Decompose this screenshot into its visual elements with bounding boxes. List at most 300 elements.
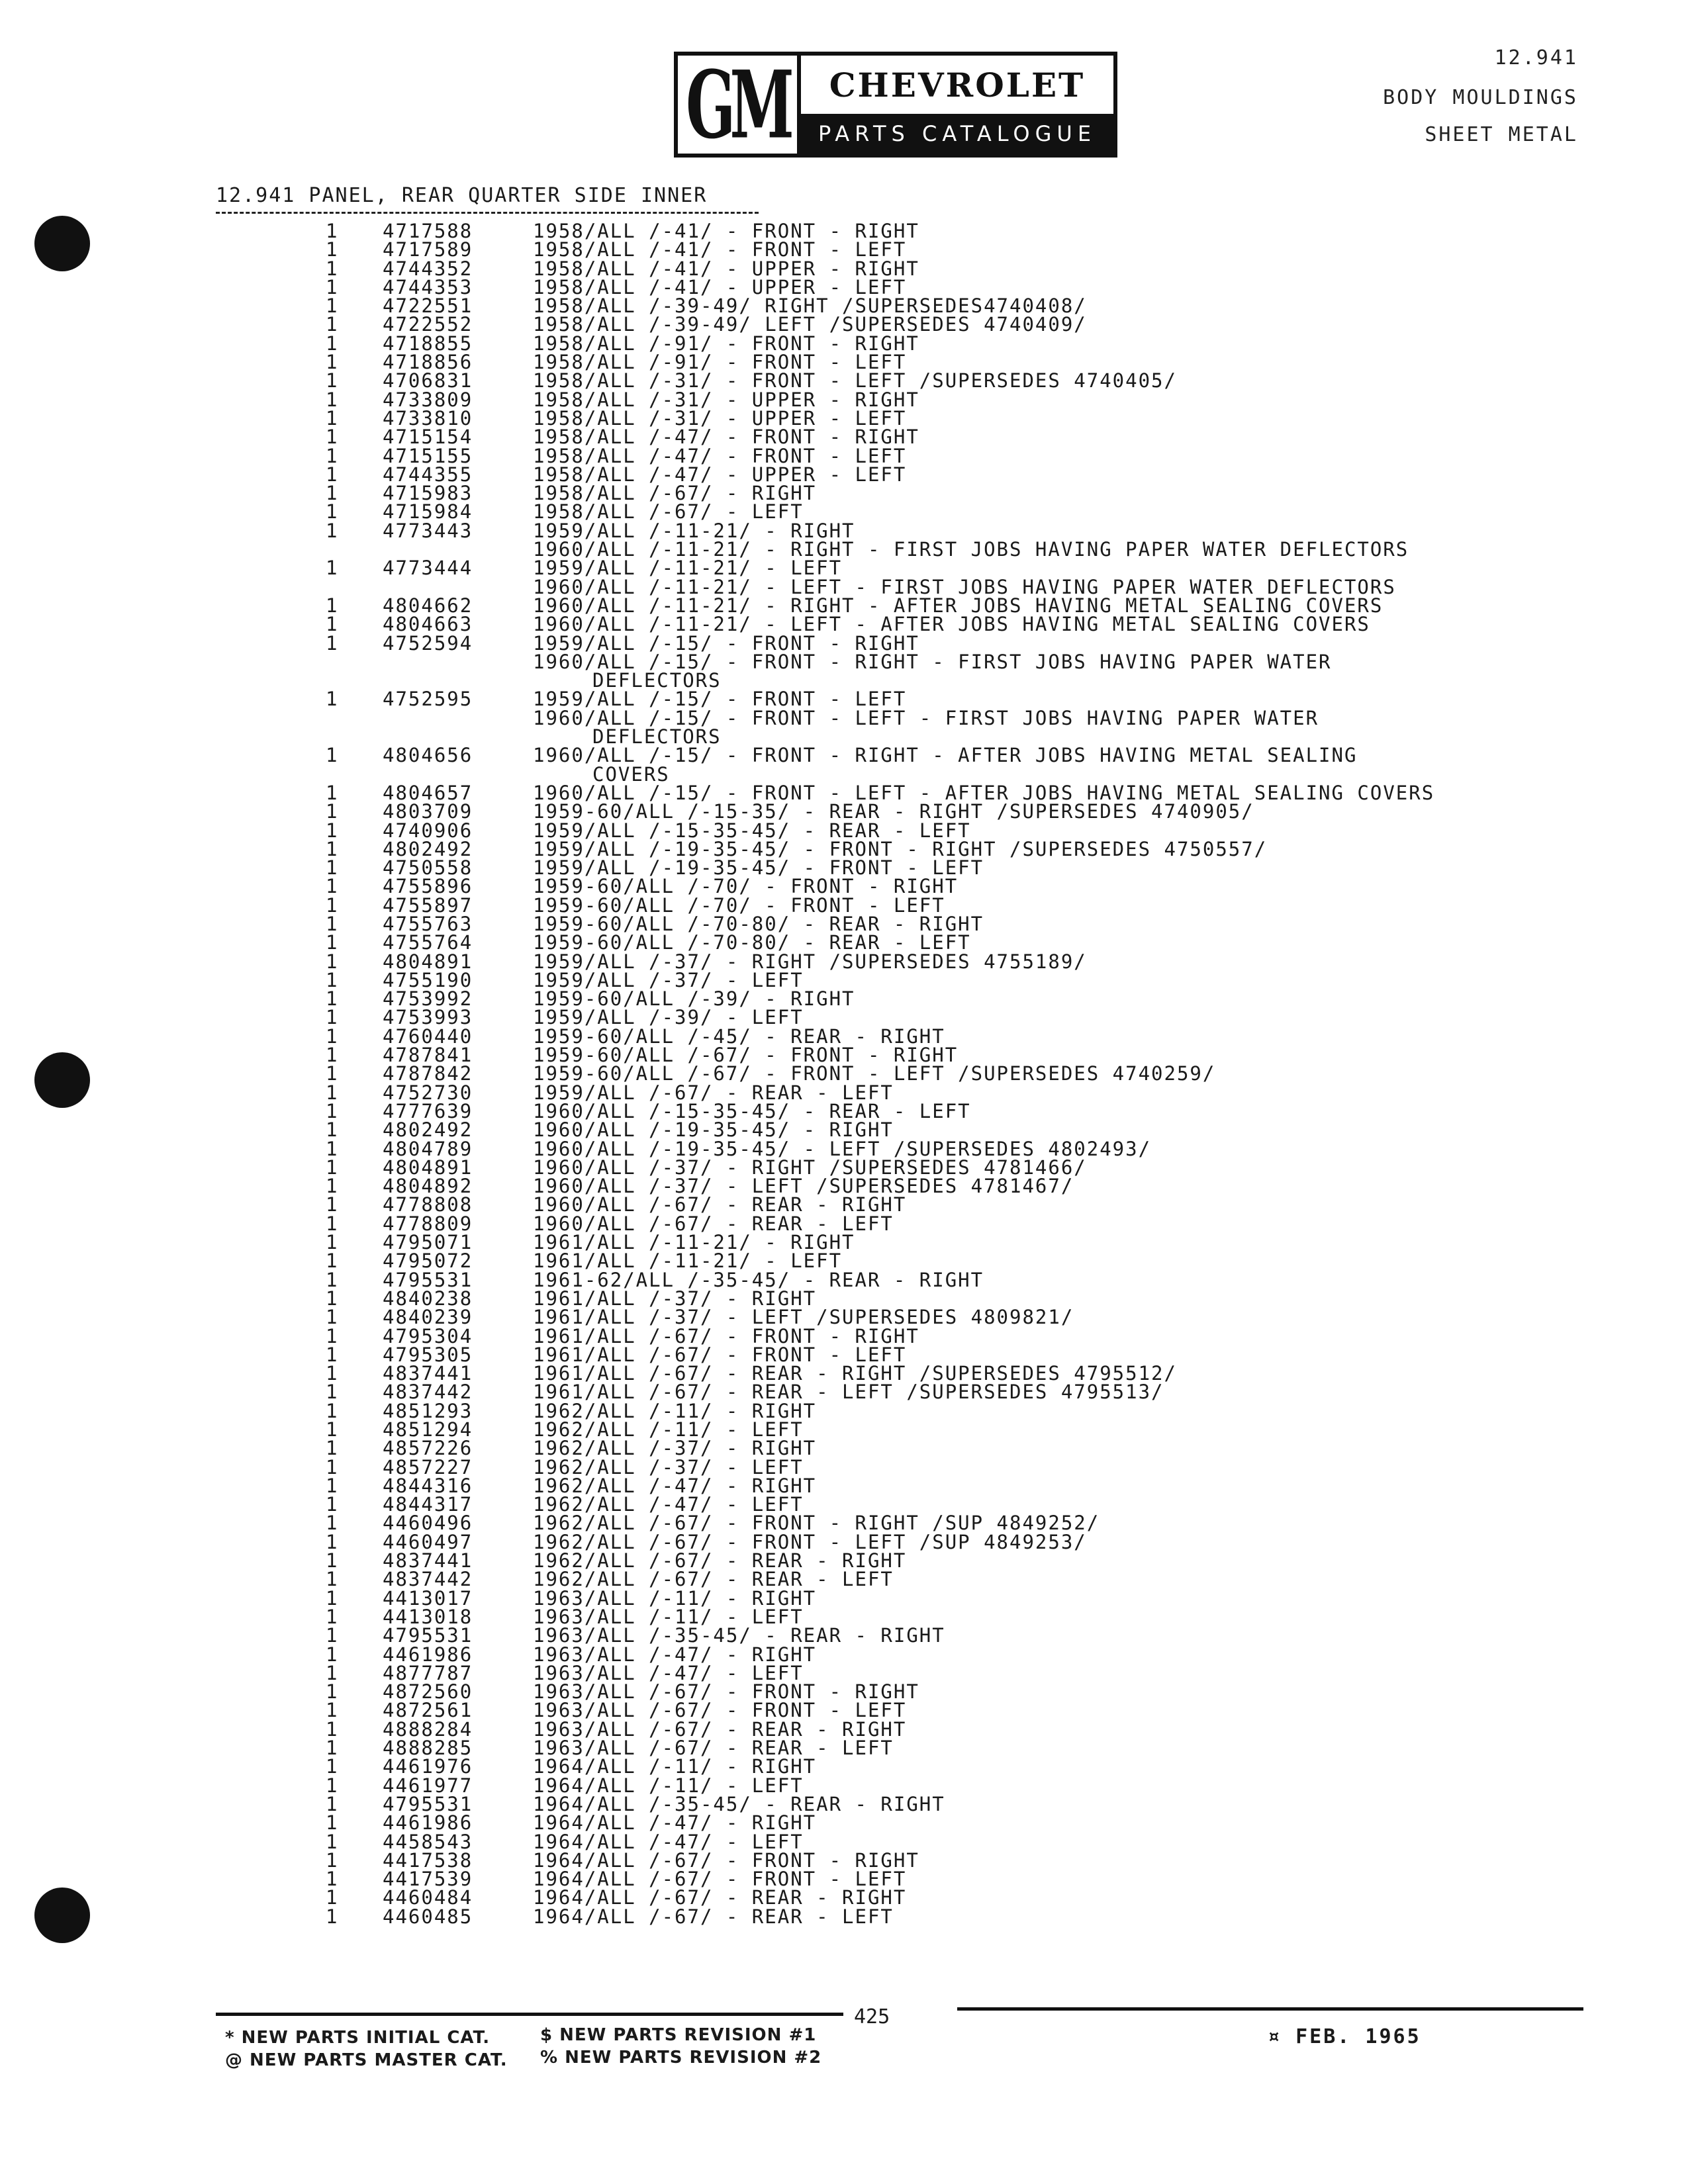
table-row [0,688,1688,711]
table-row [0,390,1688,409]
quantity-cell: 1 [326,1755,339,1778]
part-number-cell: 4804891 [383,1156,473,1179]
description-cell: 1962/ALL /-67/ - FRONT - LEFT /SUP 4849253/ [533,1530,1087,1553]
quantity-cell: 1 [326,1830,339,1853]
part-number-cell: 4413018 [383,1605,473,1628]
part-number-cell: 4752730 [383,1081,473,1104]
part-number-cell: 4733809 [383,388,473,411]
quantity-cell: 1 [326,1175,339,1198]
table-row [0,1568,1688,1591]
table-row [0,540,1688,559]
quantity-cell: 1 [326,257,339,280]
part-number-cell: 4804891 [383,950,473,973]
table-row [0,1495,1688,1514]
description-cell: 1959-60/ALL /-70-80/ - REAR - LEFT [533,931,971,954]
part-number-cell: 4840239 [383,1306,473,1329]
quantity-cell: 1 [326,1774,339,1797]
table-row [0,1699,1688,1722]
quantity-cell: 1 [326,1512,339,1535]
description-cell: 1963/ALL /-67/ - FRONT - LEFT [533,1699,907,1722]
part-number-cell: 4787842 [383,1062,473,1085]
quantity-cell: 1 [326,1811,339,1835]
quantity-cell: 1 [326,950,339,973]
part-number-cell: 4837442 [383,1381,473,1404]
description-cell: 1960/ALL /-15/ - FRONT - LEFT - FIRST JOBS HAVING PAPER WATER [533,706,1319,729]
table-row [0,1306,1688,1329]
part-number-cell: 4777639 [383,1099,473,1122]
part-number-cell: 4773444 [383,557,473,580]
quantity-cell: 1 [326,1530,339,1553]
part-number-cell: 4717589 [383,238,473,261]
legend-revision-2: % NEW PARTS REVISION #2 [540,2048,822,2068]
description-cell: 1960/ALL /-67/ - REAR - LEFT [533,1212,894,1235]
table-row [0,1099,1688,1122]
catalogue-label: PARTS CATALOGUE [801,114,1113,154]
catalogue-date: ¤ FEB. 1965 [1268,2025,1421,2048]
table-row [0,259,1688,278]
part-number-cell: 4755897 [383,893,473,917]
quantity-cell: 1 [326,744,339,767]
description-cell: 1963/ALL /-47/ - RIGHT [533,1643,817,1666]
part-number-cell: 4753993 [383,1006,473,1029]
quantity-cell: 1 [326,800,339,823]
quantity-cell: 1 [326,1418,339,1441]
table-row [0,1064,1688,1083]
part-number-cell: 4802492 [383,837,473,860]
description-cell: 1959/ALL /-37/ - RIGHT /SUPERSEDES 4755189/ [533,950,1087,973]
part-number-cell: 4795531 [383,1792,473,1815]
table-row [0,222,1688,240]
legend-initial-cat: * NEW PARTS INITIAL CAT. [225,2028,491,2048]
part-number-cell: 4753992 [383,987,473,1011]
part-number-cell: 4460485 [383,1905,473,1928]
description-cell: 1959-60/ALL /-45/ - REAR - RIGHT [533,1024,945,1048]
part-number-cell: 4722551 [383,295,473,318]
description-cell: 1962/ALL /-67/ - REAR - LEFT [533,1568,894,1591]
table-row [0,426,1688,449]
quantity-cell: 1 [326,1605,339,1628]
part-number-cell: 4718855 [383,332,473,355]
part-number-cell: 4837441 [383,1549,473,1572]
description-cell: 1964/ALL /-47/ - LEFT [533,1830,804,1853]
legend-master-cat: @ NEW PARTS MASTER CAT. [225,2050,508,2070]
description-cell: 1961/ALL /-37/ - RIGHT [533,1287,817,1310]
table-row [0,1907,1688,1926]
quantity-cell: 1 [326,1699,339,1722]
part-number-cell: 4461986 [383,1643,473,1666]
table-row [0,1717,1688,1741]
table-row [0,650,1688,673]
part-number-cell: 4740906 [383,819,473,842]
quantity-cell: 1 [326,1680,339,1704]
part-number-cell: 4844316 [383,1474,473,1497]
quantity-cell: 1 [326,557,339,580]
table-row [0,1605,1688,1628]
table-row [0,1044,1688,1067]
description-cell: 1960/ALL /-15/ - FRONT - RIGHT - AFTER JOBS HAVING METAL SEALING [533,744,1358,767]
quantity-cell: 1 [326,1905,339,1928]
description-cell: 1962/ALL /-37/ - LEFT [533,1455,804,1479]
part-number-cell: 4461977 [383,1774,473,1797]
quantity-cell: 1 [326,1868,339,1891]
group-number: 12.941 [1494,46,1578,69]
part-number-cell: 4837441 [383,1362,473,1385]
description-cell: 1960/ALL /-67/ - REAR - RIGHT [533,1193,907,1216]
description-cell: 1964/ALL /-11/ - LEFT [533,1774,804,1797]
parts-list [0,222,1688,1926]
table-row [0,557,1688,580]
description-cell: 1963/ALL /-35-45/ - REAR - RIGHT [533,1624,945,1647]
description-cell: 1958/ALL /-67/ - LEFT [533,500,804,523]
description-cell: 1962/ALL /-67/ - REAR - RIGHT [533,1549,907,1572]
description-cell: 1964/ALL /-35-45/ - REAR - RIGHT [533,1792,945,1815]
description-cell: 1958/ALL /-31/ - UPPER - RIGHT [533,388,919,411]
part-number-cell: 4804662 [383,594,473,617]
table-row [0,1381,1688,1404]
description-cell: 1960/ALL /-37/ - RIGHT /SUPERSEDES 4781466/ [533,1156,1087,1179]
description-cell: 1962/ALL /-67/ - FRONT - RIGHT /SUP 4849252/ [533,1512,1100,1535]
part-number-cell: 4417538 [383,1848,473,1872]
quantity-cell: 1 [326,1586,339,1610]
part-number-cell: 4755763 [383,912,473,935]
description-cell: 1959/ALL /-39/ - LEFT [533,1006,804,1029]
part-number-cell: 4888284 [383,1717,473,1741]
quantity-cell: 1 [326,444,339,467]
part-number-cell: 4844317 [383,1493,473,1516]
description-cell: 1961/ALL /-67/ - REAR - RIGHT /SUPERSEDES 4795512/ [533,1362,1177,1385]
description-continuation-cell: COVERS [592,762,670,786]
table-row [0,725,1688,749]
part-number-cell: 4857227 [383,1455,473,1479]
section-title: 12.941 PANEL, REAR QUARTER SIDE INNER [216,184,708,207]
table-row [0,952,1688,971]
table-row [0,596,1688,615]
quantity-cell: 1 [326,1493,339,1516]
quantity-cell: 1 [326,1399,339,1422]
part-number-cell: 4744352 [383,257,473,280]
table-row [0,351,1688,374]
table-row [0,1137,1688,1160]
part-number-cell: 4877787 [383,1661,473,1684]
quantity-cell: 1 [326,1474,339,1497]
quantity-cell: 1 [326,1568,339,1591]
table-row [0,1364,1688,1383]
table-row [0,575,1688,598]
quantity-cell: 1 [326,1549,339,1572]
footer-rule-right [957,2007,1583,2011]
quantity-cell: 1 [326,1624,339,1647]
table-row [0,781,1688,804]
description-cell: 1958/ALL /-47/ - UPPER - LEFT [533,463,907,486]
table-row [0,1757,1688,1776]
description-cell: 1959/ALL /-11-21/ - LEFT [533,557,843,580]
quantity-cell: 1 [326,1381,339,1404]
description-cell: 1958/ALL /-31/ - UPPER - LEFT [533,406,907,430]
quantity-cell: 1 [326,1362,339,1385]
description-cell: 1959/ALL /-15-35-45/ - REAR - LEFT [533,819,971,842]
table-row [0,1455,1688,1479]
part-number-cell: 4750558 [383,856,473,880]
description-cell: 1962/ALL /-37/ - RIGHT [533,1437,817,1460]
table-row [0,1792,1688,1815]
table-row [0,1250,1688,1273]
description-cell: 1959/ALL /-37/ - LEFT [533,968,804,991]
table-row [0,240,1688,259]
description-cell: 1959-60/ALL /-67/ - FRONT - RIGHT [533,1044,959,1067]
legend-revision-1: $ NEW PARTS REVISION #1 [540,2025,817,2045]
part-number-cell: 4460497 [383,1530,473,1553]
description-cell: 1961-62/ALL /-35-45/ - REAR - RIGHT [533,1268,984,1291]
description-cell: 1959/ALL /-15/ - FRONT - LEFT [533,688,907,711]
description-cell: 1962/ALL /-11/ - RIGHT [533,1399,817,1422]
part-number-cell: 4706831 [383,369,473,392]
table-row [0,1661,1688,1684]
quantity-cell: 1 [326,1324,339,1347]
table-row [0,1175,1688,1198]
quantity-cell: 1 [326,1343,339,1366]
table-row [0,1474,1688,1497]
description-cell: 1959-60/ALL /-39/ - RIGHT [533,987,855,1011]
quantity-cell: 1 [326,875,339,898]
description-cell: 1960/ALL /-11-21/ - LEFT - AFTER JOBS HAVING METAL SEALING COVERS [533,613,1370,636]
part-number-cell: 4795305 [383,1343,473,1366]
part-number-cell: 4715984 [383,500,473,523]
table-row [0,1811,1688,1835]
description-cell: 1958/ALL /-41/ - UPPER - RIGHT [533,257,919,280]
quantity-cell: 1 [326,369,339,392]
quantity-cell: 1 [326,688,339,711]
description-cell: 1958/ALL /-47/ - FRONT - RIGHT [533,426,919,449]
table-row [0,1289,1688,1308]
part-number-cell: 4804663 [383,613,473,636]
description-cell: 1959/ALL /-19-35-45/ - FRONT - RIGHT /SUPERSEDES 4750557/ [533,837,1268,860]
description-cell: 1963/ALL /-67/ - REAR - RIGHT [533,1717,907,1741]
part-number-cell: 4888285 [383,1737,473,1760]
description-cell: 1959-60/ALL /-70/ - FRONT - RIGHT [533,875,959,898]
quantity-cell: 1 [326,931,339,954]
quantity-cell: 1 [326,1792,339,1815]
description-cell: 1960/ALL /-15/ - FRONT - LEFT - AFTER JOBS HAVING METAL SEALING COVERS [533,781,1435,804]
table-row [0,706,1688,729]
table-row [0,837,1688,860]
description-cell: 1958/ALL /-67/ - RIGHT [533,482,817,505]
part-number-cell: 4733810 [383,406,473,430]
quantity-cell: 1 [326,1437,339,1460]
part-number-cell: 4851294 [383,1418,473,1441]
brand-name: CHEVROLET [801,56,1113,114]
description-cell: 1964/ALL /-67/ - REAR - LEFT [533,1905,894,1928]
quantity-cell: 1 [326,482,339,505]
table-row [0,1345,1688,1364]
table-row [0,444,1688,467]
table-row [0,1158,1688,1177]
table-row [0,1118,1688,1142]
description-cell: 1960/ALL /-11-21/ - LEFT - FIRST JOBS HAVING PAPER WATER DEFLECTORS [533,575,1396,598]
quantity-cell: 1 [326,1268,339,1291]
table-row [0,1324,1688,1347]
quantity-cell: 1 [326,1886,339,1909]
quantity-cell: 1 [326,1118,339,1142]
description-cell: 1959-60/ALL /-70-80/ - REAR - RIGHT [533,912,984,935]
table-row [0,856,1688,880]
subcategory-label: SHEET METAL [1425,123,1578,146]
part-number-cell: 4755896 [383,875,473,898]
quantity-cell: 1 [326,426,339,449]
table-row [0,465,1688,484]
part-number-cell: 4755190 [383,968,473,991]
description-cell: 1958/ALL /-41/ - FRONT - LEFT [533,238,907,261]
table-row [0,1888,1688,1907]
part-number-cell: 4461986 [383,1811,473,1835]
part-number-cell: 4804656 [383,744,473,767]
table-row [0,1530,1688,1553]
gm-logo [674,52,801,158]
quantity-cell: 1 [326,856,339,880]
description-cell: 1961/ALL /-11-21/ - RIGHT [533,1231,855,1254]
part-number-cell: 4752594 [383,631,473,655]
table-row [0,1399,1688,1422]
quantity-cell: 1 [326,1212,339,1235]
description-cell: 1960/ALL /-11-21/ - RIGHT - FIRST JOBS HAVING PAPER WATER DEFLECTORS [533,538,1409,561]
description-cell: 1961/ALL /-67/ - FRONT - LEFT [533,1343,907,1366]
table-row [0,295,1688,318]
table-row [0,968,1688,991]
quantity-cell: 1 [326,631,339,655]
page-number: 425 [854,2005,890,2028]
part-number-cell: 4857226 [383,1437,473,1460]
description-cell: 1963/ALL /-67/ - FRONT - RIGHT [533,1680,919,1704]
table-row [0,762,1688,786]
table-row [0,1024,1688,1048]
description-cell: 1963/ALL /-11/ - LEFT [533,1605,804,1628]
table-row [0,482,1688,505]
quantity-cell: 1 [326,1643,339,1666]
brand-box [801,52,1117,158]
part-number-cell: 4804789 [383,1137,473,1160]
table-row [0,1737,1688,1760]
part-number-cell: 4778809 [383,1212,473,1235]
quantity-cell: 1 [326,1661,339,1684]
part-number-cell: 4773443 [383,519,473,542]
description-cell: 1960/ALL /-19-35-45/ - RIGHT [533,1118,894,1142]
table-row [0,875,1688,898]
description-cell: 1962/ALL /-47/ - LEFT [533,1493,804,1516]
table-row [0,744,1688,767]
description-cell: 1960/ALL /-11-21/ - RIGHT - AFTER JOBS HAVING METAL SEALING COVERS [533,594,1383,617]
part-number-cell: 4795304 [383,1324,473,1347]
gm-logo-text: GM [686,50,789,159]
quantity-cell: 1 [326,1044,339,1067]
quantity-cell: 1 [326,1737,339,1760]
part-number-cell: 4795072 [383,1250,473,1273]
description-cell: 1964/ALL /-67/ - REAR - RIGHT [533,1886,907,1909]
description-cell: 1961/ALL /-37/ - LEFT /SUPERSEDES 4809821/ [533,1306,1074,1329]
table-row [0,1551,1688,1570]
part-number-cell: 4722552 [383,313,473,336]
quantity-cell: 1 [326,1006,339,1029]
description-cell: 1959/ALL /-19-35-45/ - FRONT - LEFT [533,856,984,880]
footer-rule-left [216,2013,843,2016]
table-row [0,1680,1688,1704]
description-cell: 1960/ALL /-19-35-45/ - LEFT /SUPERSEDES 4802493/ [533,1137,1152,1160]
quantity-cell: 1 [326,1193,339,1216]
description-cell: 1963/ALL /-47/ - LEFT [533,1661,804,1684]
part-number-cell: 4787841 [383,1044,473,1067]
description-cell: 1959/ALL /-11-21/ - RIGHT [533,519,855,542]
part-number-cell: 4417539 [383,1868,473,1891]
quantity-cell: 1 [326,1062,339,1085]
quantity-cell: 1 [326,1024,339,1048]
table-row [0,1437,1688,1460]
table-row [0,1083,1688,1102]
quantity-cell: 1 [326,837,339,860]
quantity-cell: 1 [326,781,339,804]
quantity-cell: 1 [326,295,339,318]
part-number-cell: 4744353 [383,275,473,298]
part-number-cell: 4717588 [383,220,473,242]
quantity-cell: 1 [326,1156,339,1179]
description-cell: 1964/ALL /-47/ - RIGHT [533,1811,817,1835]
quantity-cell: 1 [326,893,339,917]
table-row [0,1420,1688,1439]
description-cell: 1959-60/ALL /-15-35/ - REAR - RIGHT /SUPERSEDES 4740905/ [533,800,1254,823]
description-cell: 1958/ALL /-39-49/ LEFT /SUPERSEDES 4740409/ [533,313,1087,336]
description-cell: 1959-60/ALL /-70/ - FRONT - LEFT [533,893,945,917]
table-row [0,1214,1688,1233]
description-cell: 1961/ALL /-67/ - FRONT - RIGHT [533,1324,919,1347]
description-cell: 1960/ALL /-15-35-45/ - REAR - LEFT [533,1099,971,1122]
description-cell: 1964/ALL /-11/ - RIGHT [533,1755,817,1778]
quantity-cell: 1 [326,388,339,411]
quantity-cell: 1 [326,1081,339,1104]
table-row [0,821,1688,840]
description-cell: 1958/ALL /-41/ - FRONT - RIGHT [533,220,919,242]
description-cell: 1959/ALL /-15/ - FRONT - RIGHT [533,631,919,655]
description-cell: 1958/ALL /-31/ - FRONT - LEFT /SUPERSEDES 4740405/ [533,369,1177,392]
quantity-cell: 1 [326,594,339,617]
part-number-cell: 4460484 [383,1886,473,1909]
part-number-cell: 4804892 [383,1175,473,1198]
quantity-cell: 1 [326,275,339,298]
table-row [0,987,1688,1011]
part-number-cell: 4872560 [383,1680,473,1704]
quantity-cell: 1 [326,1099,339,1122]
part-number-cell: 4795071 [383,1231,473,1254]
table-row [0,519,1688,542]
part-number-cell: 4715155 [383,444,473,467]
part-number-cell: 4413017 [383,1586,473,1610]
part-number-cell: 4460496 [383,1512,473,1535]
table-row [0,1512,1688,1535]
quantity-cell: 1 [326,1455,339,1479]
part-number-cell: 4778808 [383,1193,473,1216]
quantity-cell: 1 [326,351,339,374]
description-cell: 1962/ALL /-47/ - RIGHT [533,1474,817,1497]
quantity-cell: 1 [326,238,339,261]
description-cell: 1958/ALL /-91/ - FRONT - RIGHT [533,332,919,355]
part-number-cell: 4461976 [383,1755,473,1778]
part-number-cell: 4851293 [383,1399,473,1422]
quantity-cell: 1 [326,406,339,430]
quantity-cell: 1 [326,987,339,1011]
quantity-cell: 1 [326,1848,339,1872]
quantity-cell: 1 [326,1306,339,1329]
part-number-cell: 4803709 [383,800,473,823]
description-cell: 1958/ALL /-39-49/ RIGHT /SUPERSEDES4740408/ [533,295,1087,318]
description-cell: 1960/ALL /-37/ - LEFT /SUPERSEDES 4781467/ [533,1175,1074,1198]
quantity-cell: 1 [326,1250,339,1273]
table-row [0,613,1688,636]
